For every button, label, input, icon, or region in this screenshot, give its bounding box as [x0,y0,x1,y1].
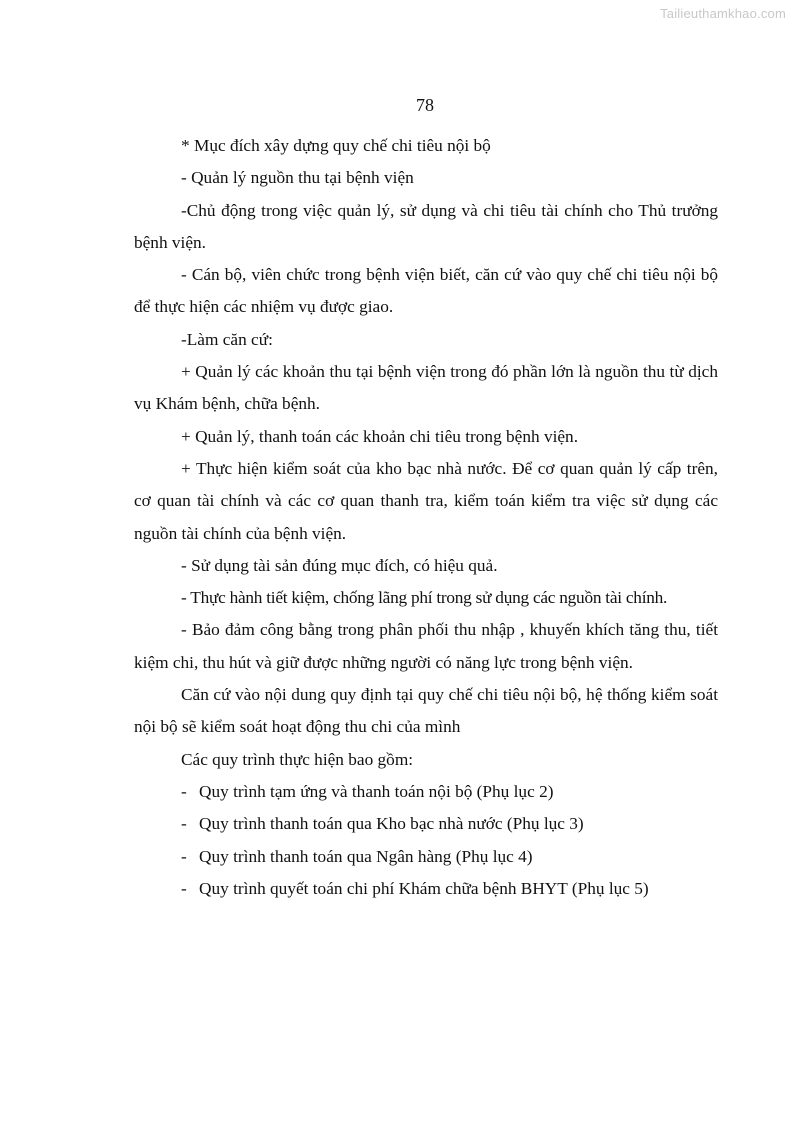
procedure-item [134,873,718,905]
procedure-item-text: Quy trình thanh toán qua Ngân hàng (Phụ lục 4) [199,846,533,866]
paragraph: * Mục đích xây dựng quy chế chi tiêu nội bộ [181,136,491,155]
dash-marker: - [181,814,187,834]
procedure-list [134,776,718,905]
paragraph: - Sử dụng tài sản đúng mục đích, có hiệu quả. [181,555,498,575]
paragraph: + Thực hiện kiểm soát của kho bạc nhà nước. Để cơ quan quản lý cấp trên, cơ quan tài chính và các cơ quan thanh tra, kiểm toán kiểm tra việc sử dụng các nguồn tài chính của bệnh viện. [134,458,718,543]
procedure-item [134,841,718,873]
paragraph: - Quản lý nguồn thu tại bệnh viện [181,168,414,188]
paragraph: Các quy trình thực hiện bao gồm: [181,749,414,769]
dash-marker: - [181,781,187,801]
paragraph: + Quản lý các khoản thu tại bệnh viện trong đó phần lớn là nguồn thu từ dịch vụ Khám bệnh, chữa bệnh. [134,362,718,414]
dash-marker: - [181,878,187,898]
procedure-item-text: Quy trình thanh toán qua Kho bạc nhà nước (Phụ lục 3) [199,814,584,834]
dash-marker: - [181,846,187,866]
procedure-item-text: Quy trình tạm ứng và thanh toán nội bộ (Phụ lục 2) [199,781,554,801]
paragraph: + Quản lý, thanh toán các khoản chi tiêu trong bệnh viện. [181,426,579,446]
watermark: Tailieuthamkhao.com [660,6,786,21]
paragraph: -Chủ động trong việc quản lý, sử dụng và chi tiêu tài chính cho Thủ trưởng bệnh viện. [134,200,718,252]
paragraph: -Làm căn cứ: [181,329,273,349]
paragraph: - Thực hành tiết kiệm, chống lãng phí trong sử dụng các nguồn tài chính. [181,588,668,608]
paragraph: - Bảo đảm công bằng trong phân phối thu nhập , khuyến khích tăng thu, tiết kiệm chi, thu hút và giữ được những người có năng lực trong bệnh viện. [134,620,718,672]
paragraph: - Cán bộ, viên chức trong bệnh viện biết, căn cứ vào quy chế chi tiêu nội bộ để thực hiện các nhiệm vụ được giao. [134,265,718,317]
procedure-item-text: Quy trình quyết toán chi phí Khám chữa bệnh BHYT (Phụ lục 5) [199,878,649,898]
paragraph: Căn cứ vào nội dung quy định tại quy chế chi tiêu nội bộ, hệ thống kiểm soát nội bộ sẽ kiểm soát hoạt động thu chi của mình [134,685,718,737]
document-body [134,130,718,905]
page-number: 78 [416,95,434,115]
procedure-item [134,808,718,840]
procedure-item [134,776,718,808]
